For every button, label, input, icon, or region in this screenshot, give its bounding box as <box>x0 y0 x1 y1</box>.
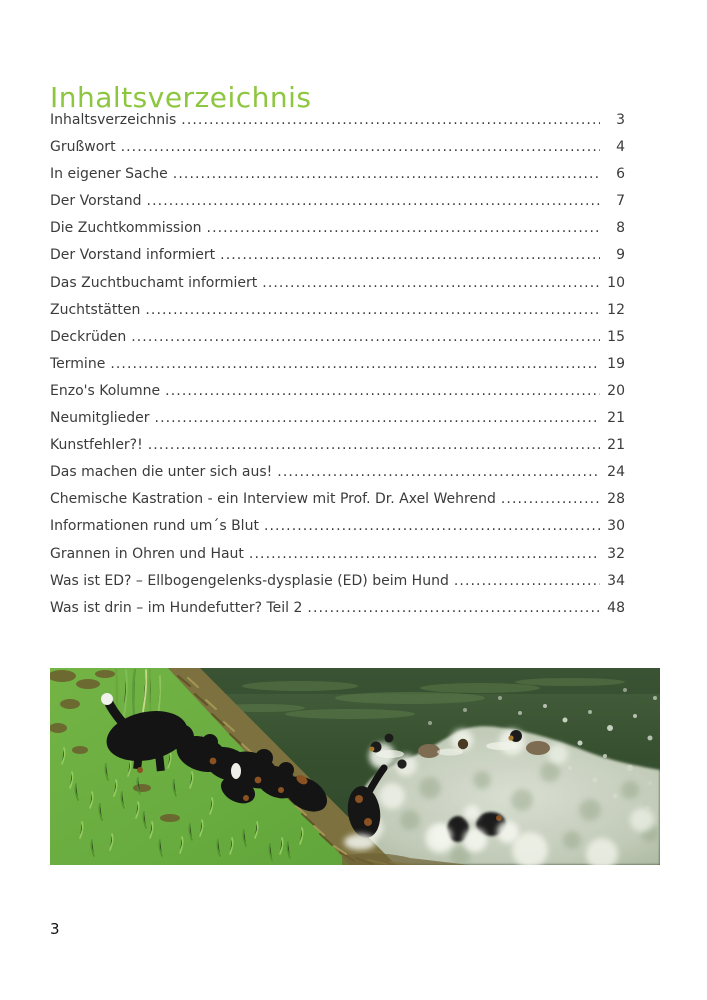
toc-entry[interactable] <box>50 329 625 356</box>
toc-entry-label: Was ist ED? – Ellbogengelenks-dysplasie (ED) beim Hund <box>50 572 449 589</box>
toc-entry-page-number: 21 <box>607 437 625 454</box>
toc-entry-page-number: 24 <box>607 464 625 481</box>
toc-entry-label: Chemische Kastration - ein Interview mit Prof. Dr. Axel Wehrend <box>50 491 496 508</box>
toc-entry[interactable] <box>50 491 625 518</box>
toc-entry[interactable] <box>50 410 625 437</box>
toc-entry-label: Kunstfehler?! <box>50 437 143 454</box>
toc-entry-page-number: 32 <box>607 545 625 562</box>
toc-entry[interactable] <box>50 437 625 464</box>
toc-entry[interactable] <box>50 112 625 139</box>
toc-entry[interactable] <box>50 356 625 383</box>
toc-dot-leader <box>181 112 600 128</box>
toc-dot-leader <box>165 383 600 399</box>
toc-dot-leader <box>264 518 600 534</box>
toc-entry-page-number: 15 <box>607 328 625 345</box>
toc-entry[interactable] <box>50 302 625 329</box>
toc-dot-leader <box>277 464 600 480</box>
toc-entry-page-number: 6 <box>616 166 625 183</box>
toc-entry-label: Deckrüden <box>50 328 127 345</box>
toc-entry-label: Der Vorstand <box>50 193 142 210</box>
toc-entry-label: Der Vorstand informiert <box>50 247 216 264</box>
toc-entry-label: Die Zuchtkommission <box>50 220 202 237</box>
toc-dot-leader <box>220 247 600 263</box>
toc-entry-page-number: 34 <box>607 572 625 589</box>
toc-entry-page-number: 19 <box>607 355 625 372</box>
toc-entry-page-number: 7 <box>616 193 625 210</box>
dogs-pond-illustration <box>50 668 660 865</box>
toc-entry-label: Grußwort <box>50 139 116 156</box>
toc-entry-label: Inhaltsverzeichnis <box>50 112 177 128</box>
toc-entry-label: Neumitglieder <box>50 410 150 427</box>
footer-page-number: 3 <box>50 920 60 938</box>
toc-entry-label: Das machen die unter sich aus! <box>50 464 273 481</box>
toc-entry[interactable] <box>50 546 625 573</box>
toc-dot-leader <box>454 573 600 589</box>
toc-dot-leader <box>110 356 600 372</box>
toc-entry-page-number: 20 <box>607 382 625 399</box>
toc-entry-page-number: 9 <box>616 247 625 264</box>
toc-entry-page-number: 28 <box>607 491 625 508</box>
toc-entry-label: Termine <box>50 355 106 372</box>
toc-entry[interactable] <box>50 220 625 247</box>
toc-dot-leader <box>501 491 600 507</box>
toc-entry[interactable] <box>50 518 625 545</box>
toc-entry-page-number: 48 <box>607 599 625 616</box>
page-title: Inhaltsverzeichnis <box>50 80 312 114</box>
toc-entry[interactable] <box>50 383 625 410</box>
toc-entry-page-number: 12 <box>607 301 625 318</box>
toc-entry-label: Enzo's Kolumne <box>50 382 161 399</box>
toc-entry-page-number: 3 <box>616 112 625 128</box>
toc-entry[interactable] <box>50 193 625 220</box>
toc-entry[interactable] <box>50 166 625 193</box>
toc-entry-page-number: 10 <box>607 274 625 291</box>
toc-dot-leader <box>155 410 600 426</box>
toc-entry[interactable] <box>50 247 625 274</box>
toc-entry[interactable] <box>50 464 625 491</box>
toc-entry-page-number: 30 <box>607 518 625 535</box>
bernese-mountain-dogs-pond-photo <box>50 668 660 865</box>
toc-entry[interactable] <box>50 600 625 627</box>
toc-entry-label: Das Zuchtbuchamt informiert <box>50 274 258 291</box>
toc-dot-leader <box>207 220 600 236</box>
toc-entry-page-number: 8 <box>616 220 625 237</box>
toc-dot-leader <box>145 302 600 318</box>
toc-entry[interactable] <box>50 139 625 166</box>
toc-entry-page-number: 21 <box>607 410 625 427</box>
toc-entry-label: Was ist drin – im Hundefutter? Teil 2 <box>50 599 303 616</box>
toc-dot-leader <box>249 546 600 562</box>
toc-entry[interactable] <box>50 275 625 302</box>
toc-dot-leader <box>173 166 600 182</box>
table-of-contents <box>50 112 625 627</box>
toc-entry-label: Informationen rund um´s Blut <box>50 518 259 535</box>
toc-dot-leader <box>307 600 600 616</box>
toc-dot-leader <box>262 275 600 291</box>
toc-dot-leader <box>147 193 600 209</box>
toc-dot-leader <box>121 139 600 155</box>
toc-entry-page-number: 4 <box>616 139 625 156</box>
toc-entry[interactable] <box>50 573 625 600</box>
toc-entry-label: Zuchtstätten <box>50 301 141 318</box>
toc-dot-leader <box>148 437 600 453</box>
toc-entry-label: In eigener Sache <box>50 166 168 183</box>
toc-dot-leader <box>131 329 600 345</box>
toc-entry-label: Grannen in Ohren und Haut <box>50 545 244 562</box>
